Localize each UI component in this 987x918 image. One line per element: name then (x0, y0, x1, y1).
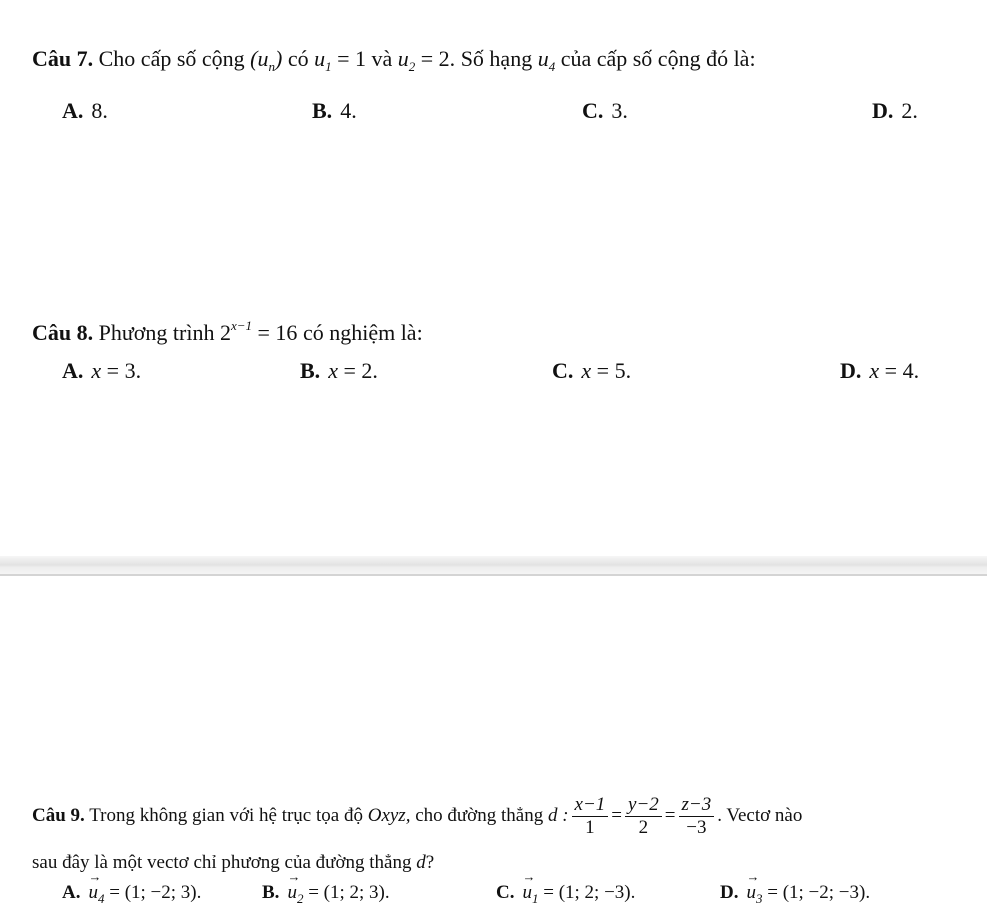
q7-u1: $u_1 = 1$ (314, 46, 366, 74)
q9-option-a[interactable]: $A.\to u_4 = (1$; −2; 3). (62, 882, 201, 907)
q8-equation: $2^{x-1} = 16$ (219, 318, 298, 345)
q9-oxyz: Oxyz, (367, 804, 411, 826)
q7-u2: $u_2 = 2$. (397, 46, 456, 74)
q7-option-a[interactable]: A. 8. (62, 98, 108, 123)
question-9-label: Câu 9. (32, 804, 85, 826)
q9-line-d: d : (547, 804, 569, 826)
q9-fraction-x: $\frac{x-1}{1}$ (572, 794, 609, 839)
q9-text-1: Trong không gian với hệ trục tọa độ (89, 804, 363, 826)
q8-option-a[interactable]: A. x = 3. (62, 358, 142, 383)
q7-text-5: của cấp số cộng đó là: (560, 46, 756, 71)
q7-option-d[interactable]: D. 2. (872, 98, 918, 123)
q7-option-b[interactable]: B. 4. (312, 98, 357, 123)
q9-fraction-y: $\frac{y-2}{2}$ (625, 794, 662, 839)
page-divider-line (0, 574, 987, 576)
question-7-label: Câu 7. (32, 46, 94, 71)
q7-text-2: có (287, 46, 309, 71)
q9-equals-1: = (611, 804, 623, 826)
q7-seq: $(u_n)$ (250, 46, 283, 74)
q8-text-2: có nghiệm là: (302, 320, 423, 345)
q9-line-2: sau đây là một vectơ chỉ phương của đường thẳng d? (32, 852, 435, 873)
page-divider (0, 556, 987, 576)
q7-option-c[interactable]: C. 3. (582, 98, 628, 123)
q9-fraction-z: $\frac{z-3}{-3}$ (679, 794, 715, 839)
q8-option-d[interactable]: D. x = 4. (840, 358, 920, 383)
q9-option-c[interactable]: $C.\to u_1 = (1$; 2; −3). (496, 882, 635, 907)
q8-option-b[interactable]: B. x = 2. (300, 358, 378, 383)
q9-equals-2: = (664, 804, 676, 826)
q9-option-d[interactable]: $D.\to u_3 = (1$; −2; −3). (720, 882, 870, 907)
q9-option-b[interactable]: $B.\to u_2 = (1$; 2; 3). (262, 882, 390, 907)
question-7-text (32, 46, 756, 75)
q8-text-1: Phương trình (98, 320, 215, 345)
question-8-label: Câu 8. (32, 320, 94, 345)
q8-option-c[interactable]: C. x = 5. (552, 358, 632, 383)
question-9-text (32, 794, 802, 839)
q7-u4: $u_4$ (537, 46, 556, 74)
q7-text-1: Cho cấp số cộng (98, 46, 245, 71)
q7-text-4: Số hạng (460, 46, 533, 71)
q9-text-3: . Vectơ nào (717, 804, 803, 826)
question-8-text (32, 318, 423, 346)
q9-text-2: cho đường thẳng (415, 804, 544, 826)
q7-text-3: và (371, 46, 393, 71)
